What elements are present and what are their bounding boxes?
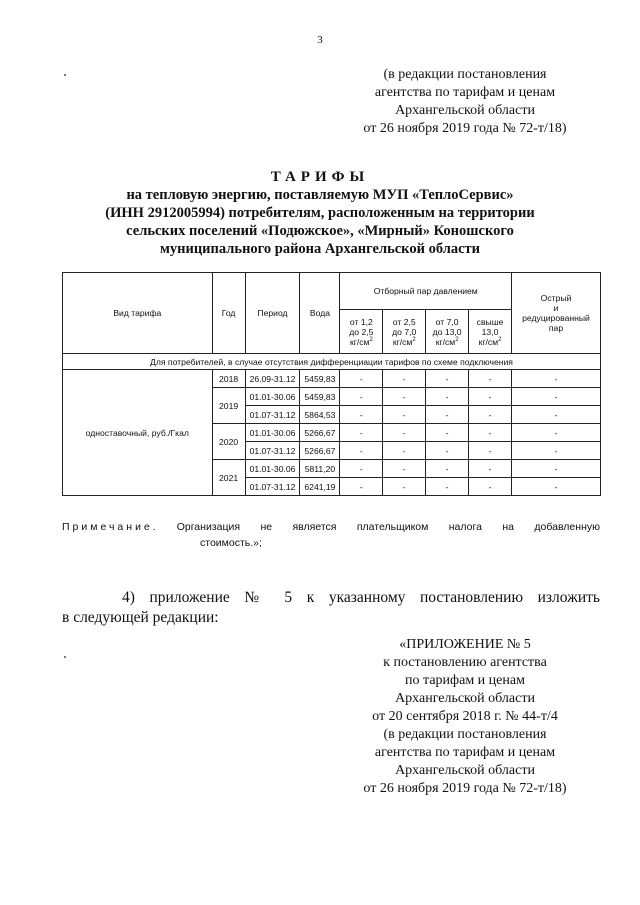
scan-speck <box>64 74 66 76</box>
period-cell: 01.01-30.06 <box>245 424 300 442</box>
value-cell: - <box>383 478 426 496</box>
value-cell: - <box>383 388 426 406</box>
steam-col-line: до 13,0 <box>432 326 462 337</box>
header-note <box>330 66 600 138</box>
value-cell: - <box>469 406 512 424</box>
appendix-line: «ПРИЛОЖЕНИЕ № 5 <box>399 637 531 652</box>
year-cell: 2020 <box>212 424 245 460</box>
water-cell: 5266,67 <box>300 442 340 460</box>
header-period: Период <box>245 273 300 354</box>
page-number: 3 <box>317 34 323 46</box>
note-line-2: стоимость.»; <box>200 537 262 549</box>
steam-col-unit: $кг/см^2$ <box>435 336 459 347</box>
note <box>62 519 600 551</box>
steam-col-line: до 2,5 <box>349 326 374 337</box>
steam-col-line: от 7,0 <box>435 316 459 327</box>
value-cell: - <box>426 442 469 460</box>
value-cell: - <box>512 370 601 388</box>
period-cell: 01.07-31.12 <box>245 442 300 460</box>
water-cell: 5459,83 <box>300 370 340 388</box>
section-row: Для потребителей, в случае отсутствия дифференциации тарифов по схеме подключения <box>63 354 601 370</box>
value-cell: - <box>469 460 512 478</box>
tariff-label: одноставочный, руб./Гкал <box>63 370 213 496</box>
header-steam-col-3 <box>426 310 469 354</box>
value-cell: - <box>340 460 383 478</box>
header-note-line: от 26 ноября 2019 года № 72-т/18) <box>363 121 567 136</box>
value-cell: - <box>469 388 512 406</box>
year-cell: 2018 <box>212 370 245 388</box>
appendix-line: агентства по тарифам и ценам <box>374 745 556 760</box>
appendix-line: (в редакции постановления <box>383 727 547 742</box>
header-sharp-steam-line: редуцированный <box>522 313 590 323</box>
value-cell: - <box>383 424 426 442</box>
value-cell: - <box>340 370 383 388</box>
value-cell: - <box>469 424 512 442</box>
value-cell: - <box>383 442 426 460</box>
tariffs-table <box>62 272 601 496</box>
steam-col-line: 13,0 <box>481 326 499 337</box>
header-water: Вода <box>300 273 340 354</box>
water-cell: 5459,83 <box>300 388 340 406</box>
steam-col-line: от 1,2 <box>349 316 373 327</box>
note-line-1 <box>62 519 600 535</box>
header-note-line: (в редакции постановления <box>383 67 547 82</box>
header-sharp-steam-line: Острый <box>540 293 572 303</box>
value-cell: - <box>512 460 601 478</box>
period-cell: 01.01-30.06 <box>245 460 300 478</box>
appendix-line: от 20 сентября 2018 г. № 44-т/4 <box>372 709 558 724</box>
steam-col-line: свыше <box>476 316 504 327</box>
value-cell: - <box>426 460 469 478</box>
period-cell: 01.07-31.12 <box>245 478 300 496</box>
value-cell: - <box>512 478 601 496</box>
value-cell: - <box>340 388 383 406</box>
value-cell: - <box>340 478 383 496</box>
water-cell: 5864,53 <box>300 406 340 424</box>
header-steam-col-1 <box>340 310 383 354</box>
period-cell: 01.07-31.12 <box>245 406 300 424</box>
appendix-line: по тарифам и ценам <box>405 673 525 688</box>
header-steam-col-2 <box>383 310 426 354</box>
header-sharp-steam-line: пар <box>548 323 564 333</box>
steam-col-unit: $кг/см^2$ <box>349 336 373 347</box>
scan-speck <box>64 656 66 658</box>
value-cell: - <box>469 478 512 496</box>
value-cell: - <box>426 424 469 442</box>
steam-col-line: от 2,5 <box>392 316 416 327</box>
header-steam-group: Отборный пар давлением <box>340 273 512 310</box>
title-line: муниципального района Архангельской области <box>159 241 481 257</box>
appendix-line: Архангельской области <box>395 691 535 706</box>
document-title <box>60 168 580 258</box>
note-text: Организация не является плательщиком налога на добавленную <box>176 521 600 533</box>
steam-col-unit: $кг/см^2$ <box>392 336 416 347</box>
water-cell: 5266,67 <box>300 424 340 442</box>
note-label: Примечание. <box>62 521 159 533</box>
header-tariff-type: Вид тарифа <box>63 273 213 354</box>
value-cell: - <box>383 460 426 478</box>
water-cell: 5811,20 <box>300 460 340 478</box>
header-steam-col-4 <box>469 310 512 354</box>
value-cell: - <box>426 370 469 388</box>
header-year: Год <box>212 273 245 354</box>
value-cell: - <box>512 424 601 442</box>
appendix-line: от 26 ноября 2019 года № 72-т/18) <box>363 781 567 796</box>
value-cell: - <box>340 424 383 442</box>
appendix-header <box>330 636 600 798</box>
value-cell: - <box>426 388 469 406</box>
title-line: на тепловую энергию, поставляемую МУП «ТеплоСервис» <box>126 187 514 203</box>
appendix-line: к постановлению агентства <box>383 655 547 670</box>
value-cell: - <box>469 370 512 388</box>
value-cell: - <box>426 478 469 496</box>
steam-col-line: до 7,0 <box>392 326 417 337</box>
year-cell: 2019 <box>212 388 245 424</box>
header-sharp-steam-line: и <box>553 303 559 313</box>
paragraph-4-line-1: 4) приложение № 5 к указанному постановлению изложить <box>122 589 600 606</box>
value-cell: - <box>426 406 469 424</box>
title-heading: ТАРИФЫ <box>270 169 370 185</box>
title-line: сельских поселений «Подюжское», «Мирный» Коношского <box>126 223 514 239</box>
paragraph-4-line-2: в следующей редакции: <box>62 609 219 626</box>
value-cell: - <box>340 442 383 460</box>
title-line: (ИНН 2912005994) потребителям, расположенным на территории <box>105 205 535 221</box>
header-note-line: агентства по тарифам и ценам <box>374 85 556 100</box>
header-note-line: Архангельской области <box>395 103 535 118</box>
value-cell: - <box>512 406 601 424</box>
value-cell: - <box>383 406 426 424</box>
paragraph-4 <box>62 588 600 628</box>
value-cell: - <box>383 370 426 388</box>
value-cell: - <box>340 406 383 424</box>
period-cell: 01.01-30.06 <box>245 388 300 406</box>
steam-col-unit: $кг/см^2$ <box>478 336 502 347</box>
year-cell: 2021 <box>212 460 245 496</box>
appendix-line: Архангельской области <box>395 763 535 778</box>
water-cell: 6241,19 <box>300 478 340 496</box>
period-cell: 26.09-31.12 <box>245 370 300 388</box>
value-cell: - <box>512 442 601 460</box>
header-sharp-steam <box>512 273 601 354</box>
value-cell: - <box>512 388 601 406</box>
value-cell: - <box>469 442 512 460</box>
